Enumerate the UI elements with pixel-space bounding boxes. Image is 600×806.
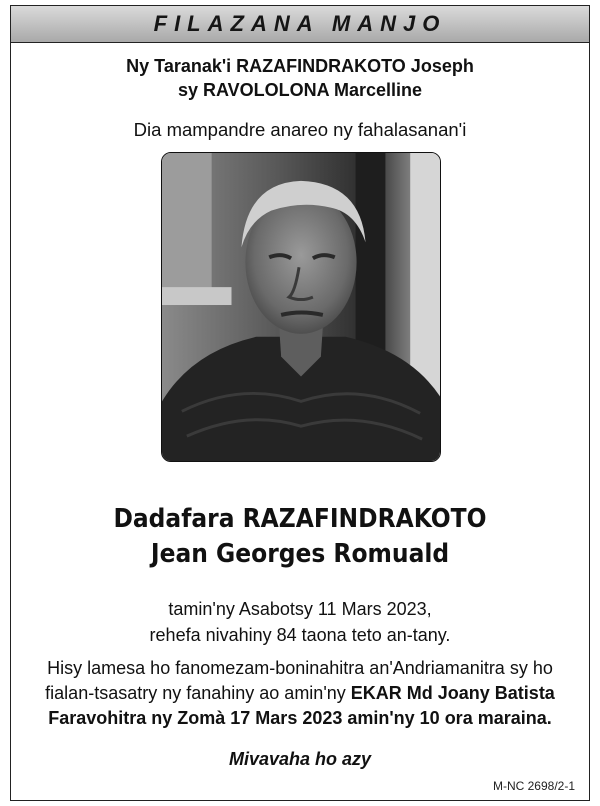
- service-line-2-text: fialan-tsasatry ny fanahiny ao amin'ny: [45, 683, 351, 703]
- death-details: [11, 596, 589, 648]
- intro-text: Dia mampandre anareo ny fahalasanan'i: [133, 119, 467, 140]
- reference-code: M-NC 2698/2-1: [492, 779, 575, 793]
- service-details: [11, 656, 589, 731]
- deceased-name-line-1: Dadafara RAZAFINDRAKOTO: [113, 504, 487, 534]
- portrait-photo: [161, 152, 441, 462]
- portrait-photo-icon: [162, 153, 440, 461]
- family-line-1: Ny Taranak'i RAZAFINDRAKOTO Joseph: [126, 56, 474, 76]
- family-line-2: sy RAVOLOLONA Marcelline: [177, 80, 423, 100]
- banner-title: FILAZANA MANJO: [153, 11, 447, 36]
- death-date: tamin'ny Asabotsy 11 Mars 2023,: [168, 599, 432, 619]
- death-age: rehefa nivahiny 84 taona teto an-tany.: [149, 625, 451, 645]
- service-line-1: Hisy lamesa ho fanomezam-boninahitra an'Andriamanitra sy ho: [47, 658, 553, 678]
- family-announcers: [11, 54, 589, 102]
- obituary-notice: [10, 5, 590, 801]
- service-location: EKAR Md Joany Batista: [350, 683, 555, 703]
- service-date-time: Faravohitra ny Zomà 17 Mars 2023 amin'ny 10 ora maraina.: [48, 708, 552, 728]
- closing-text: Mivavaha ho azy: [228, 749, 372, 769]
- header-banner: [11, 6, 589, 43]
- deceased-name: [40, 502, 560, 572]
- service-line-3: [11, 706, 589, 731]
- service-line-2: [11, 681, 589, 706]
- deceased-name-line-2: Jean Georges Romuald: [150, 539, 450, 569]
